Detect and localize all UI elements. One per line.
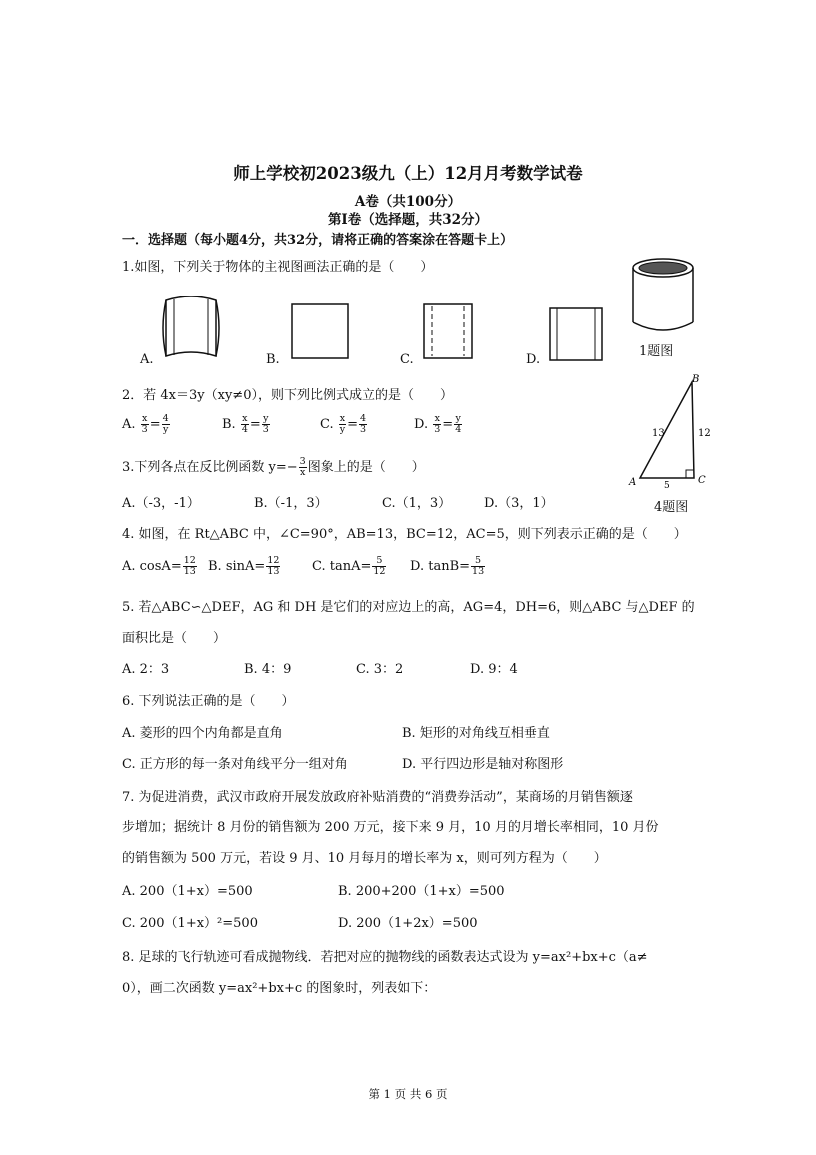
q5-option-a: A. 2：3 [122,662,170,677]
q1-caption: 1题图 [639,344,674,359]
q2-option-d: D. $\frac{x}{3}$ = $\frac{y}{4}$ [414,413,462,435]
q6-option-b: B. 矩形的对角线互相垂直 [402,726,550,741]
q4-option-d: D. tanB= $\frac{5}{13}$ [410,555,485,577]
q7-line3: 的销售额为 500 万元，若设 9 月、10 月每月的增长率为 x，则可列方程为（ ） [122,851,607,866]
paper-a-heading: A卷（共100分） [354,194,462,210]
q5-option-c: C. 3：2 [356,662,404,677]
section1-heading: 一．选择题（每小题4分，共32分，请将正确的答案涂在答题卡上） [122,233,514,248]
q5-option-d: D. 9：4 [470,662,518,677]
q4-side-bc: 12 [698,428,711,439]
q4-side-ac: 5 [664,481,670,488]
q7-line1: 7. 为促进消费，武汉市政府开展发放政府补贴消费的“消费券活动”，某商场的月销售额逐 [122,790,633,805]
q1-label-a: A. [140,352,154,367]
q7-option-c: C. 200（1+x）²=500 [122,916,258,931]
q5-line2: 面积比是（ ） [122,631,227,646]
q4-vertex-a: A [629,477,637,488]
q7-option-a: A. 200（1+x）=500 [122,884,253,899]
q4-option-a: A. cosA= $\frac{12}{13}$ [122,555,196,577]
q1-option-b-figure [290,302,352,362]
page-footer: 第 1 页 共 6 页 [368,1087,448,1101]
q8-line1: 8. 足球的飞行轨迹可看成抛物线．若把对应的抛物线的函数表达式设为 y=ax²+bx+c（a≠ [122,950,648,965]
exam-title: 师上学校初2023级九（上）12月月考数学试卷 [233,164,583,183]
q6-option-d: D. 平行四边形是轴对称图形 [402,757,564,772]
q3-option-d: D.（3，1） [484,496,554,511]
q1-stem: 1.如图，下列关于物体的主视图画法正确的是（ ） [122,260,434,275]
q4-vertex-b: B [692,374,700,385]
q1-cylinder-figure [628,254,698,338]
q3-option-c: C.（1，3） [382,496,452,511]
part1-heading: 第Ⅰ卷（选择题，共32分） [327,212,489,228]
q1-label-b: B. [266,352,280,367]
q3-option-b: B.（-1，3） [254,496,328,511]
q5-line1: 5. 若△ABC∽△DEF，AG 和 DH 是它们的对应边上的高，AG=4，DH=6，则△ABC 与△DEF 的 [122,600,695,615]
q4-caption: 4题图 [654,500,689,515]
q1-option-c-figure [422,302,476,362]
q4-option-c: C. tanA= $\frac{5}{12}$ [312,555,386,577]
q6-option-a: A. 菱形的四个内角都是直角 [122,726,283,741]
q1-option-a-figure [160,296,222,362]
q7-option-d: D. 200（1+2x）=500 [338,916,478,931]
q1-option-d-figure [548,306,606,366]
q7-line2: 步增加；据统计 8 月份的销售额为 200 万元，接下来 9 月，10 月的月增长率相同，10 月份 [122,820,659,835]
q2-option-b: B. $\frac{x}{4}$ = $\frac{y}{3}$ [222,413,269,435]
q1-label-d: D. [526,352,541,367]
q7-option-b: B. 200+200（1+x）=500 [338,884,505,899]
q1-label-c: C. [400,352,414,367]
q8-line2: 0），画二次函数 y=ax²+bx+c 的图象时，列表如下： [122,981,437,996]
q4-option-b: B. sinA= $\frac{12}{13}$ [208,555,280,577]
q4-side-ab: 13 [652,428,665,439]
q6-option-c: C. 正方形的每一条对角线平分一组对角 [122,757,348,772]
q2-option-c: C. $\frac{x}{y}$ = $\frac{4}{3}$ [320,413,367,435]
q3-option-a: A.（-3，-1） [122,496,200,511]
q5-option-b: B. 4：9 [244,662,292,677]
q2-option-a: A. $\frac{x}{3}$ = $\frac{4}{y}$ [122,413,169,435]
q4-triangle-figure [626,372,712,488]
q4-stem: 4. 如图，在 Rt△ABC 中，∠C=90°，AB=13，BC=12，AC=5，则下列表示正确的是（ ） [122,527,687,542]
q4-vertex-c: C [698,475,706,486]
q6-stem: 6. 下列说法正确的是（ ） [122,694,295,709]
q2-stem: 2．若 4x＝3y（xy≠0），则下列比例式成立的是（ ） [122,388,453,403]
q3-stem: 3.下列各点在反比例函数 y=− $\frac{3}{x}$ 图象上的是（ ） [122,456,425,478]
